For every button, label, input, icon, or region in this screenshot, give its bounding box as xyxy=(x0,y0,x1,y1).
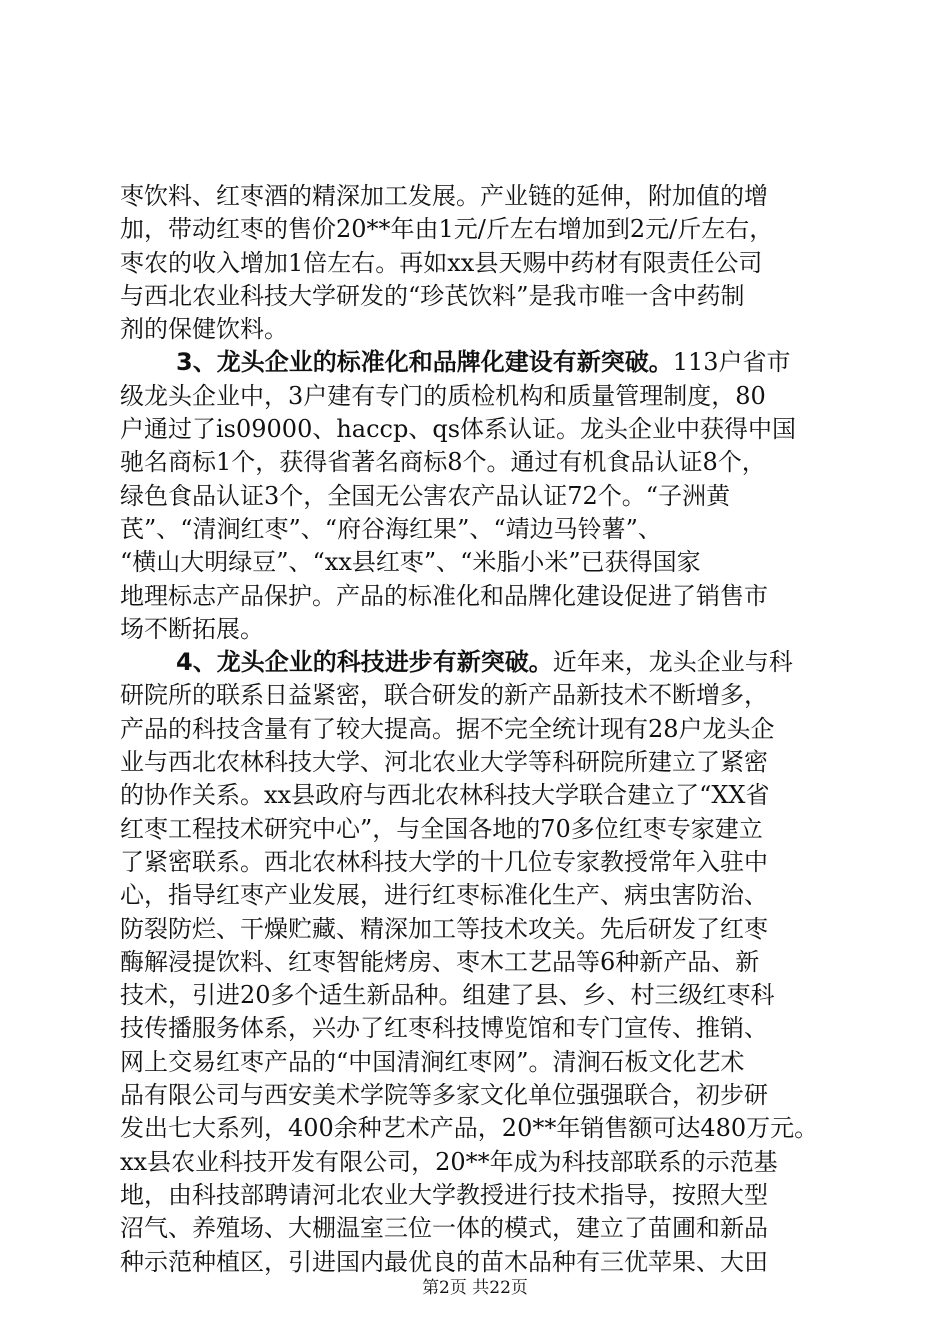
text-line: 品有限公司与西安美术学院等多家文化单位强强联合，初步研 xyxy=(120,1081,768,1110)
text-line: “横山大明绿豆”、“xx县红枣”、“米脂小米”已获得国家 xyxy=(120,548,701,577)
text-line: 加，带动红枣的售价20**年由1元/斤左右增加到2元/斤左右， xyxy=(120,215,774,244)
text-line: 心，指导红枣产业发展，进行红枣标准化生产、病虫害防治、 xyxy=(120,881,768,910)
text-line: 的协作关系。xx县政府与西北农林科技大学联合建立了“XX省 xyxy=(120,781,770,810)
text-line: 产品的科技含量有了较大提高。据不完全统计现有28户龙头企 xyxy=(120,714,775,743)
text-line: 级龙头企业中，3户建有专门的质检机构和质量管理制度，80 xyxy=(120,381,766,410)
text-line: 地理标志产品保护。产品的标准化和品牌化建设促进了销售市 xyxy=(120,581,768,610)
text-line: 发出七大系列，400余种艺术产品，20**年销售额可达480万元。 xyxy=(120,1114,819,1143)
text-line: 技术，引进20多个适生新品种。组建了县、乡、村三级红枣科 xyxy=(120,981,775,1010)
text-line: 枣农的收入增加1倍左右。再如xx县天赐中药材有限责任公司 xyxy=(120,248,763,277)
text-line: 绿色食品认证3个，全国无公害农产品认证72个。“子洲黄 xyxy=(120,481,731,510)
text-line: 剂的保健饮料。 xyxy=(120,315,288,344)
text-line: 网上交易红枣产品的“中国清涧红枣网”。清涧石板文化艺术 xyxy=(120,1047,745,1076)
text-line: 地，由科技部聘请河北农业大学教授进行技术指导，按照大型 xyxy=(120,1180,768,1209)
text-line: 场不断拓展。 xyxy=(120,614,264,643)
text-line: 枣饮料、红枣酒的精深加工发展。产业链的延伸，附加值的增 xyxy=(120,182,768,210)
paragraph-heading: 4、龙头企业的科技进步有新突破。 xyxy=(176,648,553,677)
paragraph-3 xyxy=(120,646,835,1279)
text-line: 芪”、“清涧红枣”、“府谷海红果”、“靖边马铃薯”、 xyxy=(120,514,662,543)
page-number: 第2页 共22页 xyxy=(422,1278,528,1298)
text-line: 红枣工程技术研究中心”，与全国各地的70多位红枣专家建立 xyxy=(120,814,763,843)
paragraph-heading: 3、龙头企业的标准化和品牌化建设有新突破。 xyxy=(176,348,673,377)
text-line: 业与西北农林科技大学、河北农业大学等科研院所建立了紧密 xyxy=(120,748,768,777)
paragraph-text: 近年来，龙头企业与科 xyxy=(552,648,793,677)
paragraph-text: 113户省市 xyxy=(672,348,791,377)
text-line: 种示范种植区，引进国内最优良的苗木品种有三优苹果、大田 xyxy=(120,1247,768,1276)
document-body xyxy=(120,180,835,1279)
text-line: 了紧密联系。西北农林科技大学的十几位专家教授常年入驻中 xyxy=(120,847,768,876)
text-line: 防裂防烂、干燥贮藏、精深加工等技术攻关。先后研发了红枣 xyxy=(120,914,768,943)
paragraph-1 xyxy=(120,180,835,346)
paragraph-first-line xyxy=(120,646,835,679)
paragraph-first-line xyxy=(120,346,835,379)
text-line: 沼气、养殖场、大棚温室三位一体的模式，建立了苗圃和新品 xyxy=(120,1214,768,1243)
text-line: 与西北农业科技大学研发的“珍芪饮料”是我市唯一含中药制 xyxy=(120,281,745,310)
text-line: xx县农业科技开发有限公司，20**年成为科技部联系的示范基 xyxy=(120,1147,778,1176)
page-footer xyxy=(0,1273,950,1298)
text-line: 技传播服务体系，兴办了红枣科技博览馆和专门宣传、推销、 xyxy=(120,1014,768,1043)
text-line: 研院所的联系日益紧密，联合研发的新产品新技术不断增多， xyxy=(120,681,768,710)
text-line: 驰名商标1个，获得省著名商标8个。通过有机食品认证8个， xyxy=(120,448,766,477)
text-line: 户通过了is09000、haccp、qs体系认证。龙头企业中获得中国 xyxy=(120,415,797,444)
text-line: 酶解浸提饮料、红枣智能烤房、枣木工艺品等6种新产品、新 xyxy=(120,947,760,976)
paragraph-2 xyxy=(120,346,835,646)
